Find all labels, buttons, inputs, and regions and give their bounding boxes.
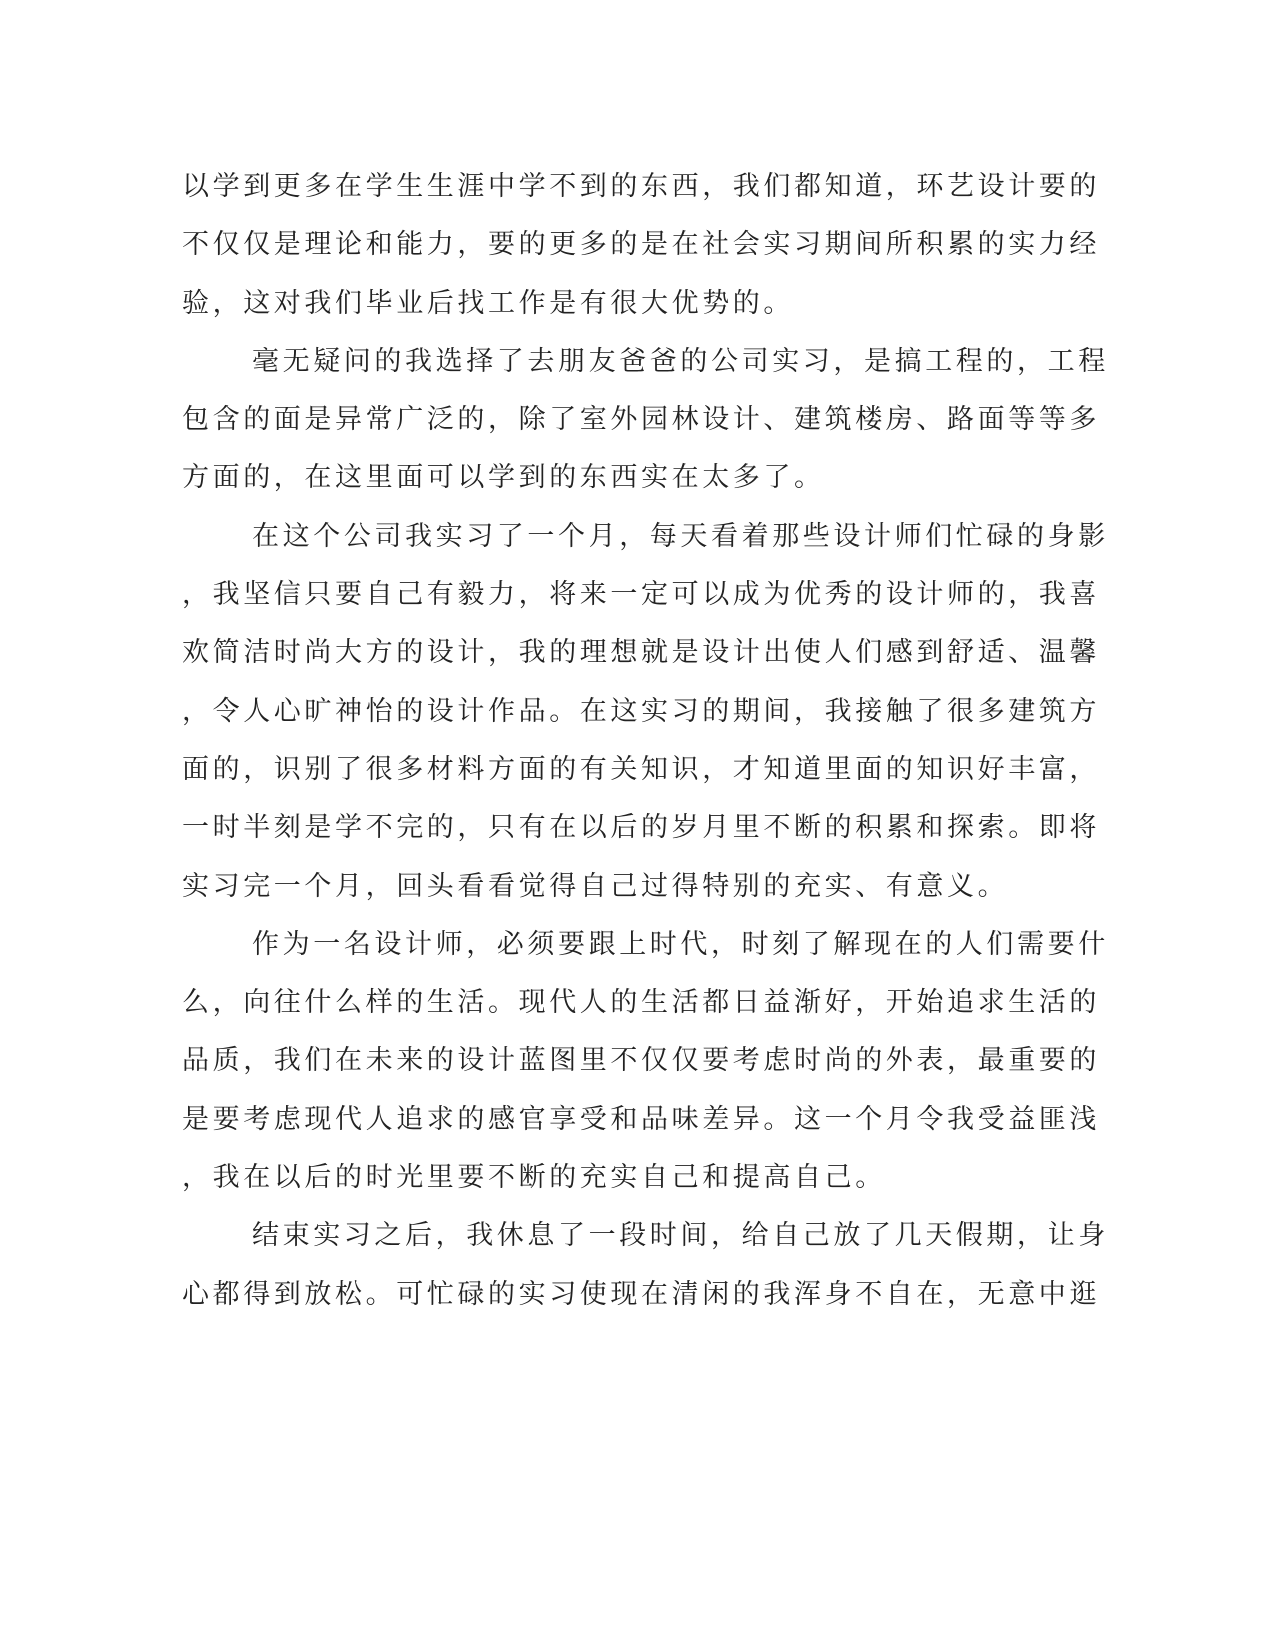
paragraph-first-line: 在这个公司我实习了一个月，每天看着那些设计师们忙碌的身影 (252, 520, 1109, 552)
paragraph-first-line: 结束实习之后，我休息了一段时间，给自己放了几天假期，让身 (252, 1220, 1109, 1252)
text-line: 一时半刻是学不完的，只有在以后的岁月里不断的积累和探索。即将 (182, 812, 1100, 844)
paragraph-first-line: 作为一名设计师，必须要跟上时代，时刻了解现在的人们需要什 (252, 928, 1109, 960)
text-line: 验，这对我们毕业后找工作是有很大优势的。 (182, 287, 794, 319)
text-line: 以学到更多在学生生涯中学不到的东西，我们都知道，环艺设计要的 (182, 171, 1100, 202)
body-text (182, 158, 1109, 1324)
text-line: 心都得到放松。可忙碌的实习使现在清闲的我浑身不自在，无意中逛 (182, 1278, 1100, 1310)
text-line: 欢简洁时尚大方的设计，我的理想就是设计出使人们感到舒适、温馨 (182, 637, 1100, 669)
text-line: ，我在以后的时光里要不断的充实自己和提高自己。 (182, 1162, 886, 1194)
text-line: 不仅仅是理论和能力，要的更多的是在社会实习期间所积累的实力经 (182, 229, 1100, 261)
text-line: 面的，识别了很多材料方面的有关知识，才知道里面的知识好丰富， (182, 753, 1100, 785)
text-line: 包含的面是异常广泛的，除了室外园林设计、建筑楼房、路面等等多 (182, 404, 1100, 436)
text-line: ，令人心旷神怡的设计作品。在这实习的期间，我接触了很多建筑方 (182, 695, 1100, 727)
text-line: 么，向往什么样的生活。现代人的生活都日益渐好，开始追求生活的 (182, 987, 1100, 1019)
paragraph-first-line: 毫无疑问的我选择了去朋友爸爸的公司实习，是搞工程的，工程 (252, 345, 1109, 377)
text-line: 是要考虑现代人追求的感官享受和品味差异。这一个月令我受益匪浅 (182, 1103, 1100, 1135)
text-line: 实习完一个月，回头看看觉得自己过得特别的充实、有意义。 (182, 870, 1009, 902)
text-line: 品质，我们在未来的设计蓝图里不仅仅要考虑时尚的外表，最重要的 (182, 1045, 1100, 1077)
text-line: ，我坚信只要自己有毅力，将来一定可以成为优秀的设计师的，我喜 (182, 579, 1100, 611)
text-line: 方面的，在这里面可以学到的东西实在太多了。 (182, 462, 825, 494)
